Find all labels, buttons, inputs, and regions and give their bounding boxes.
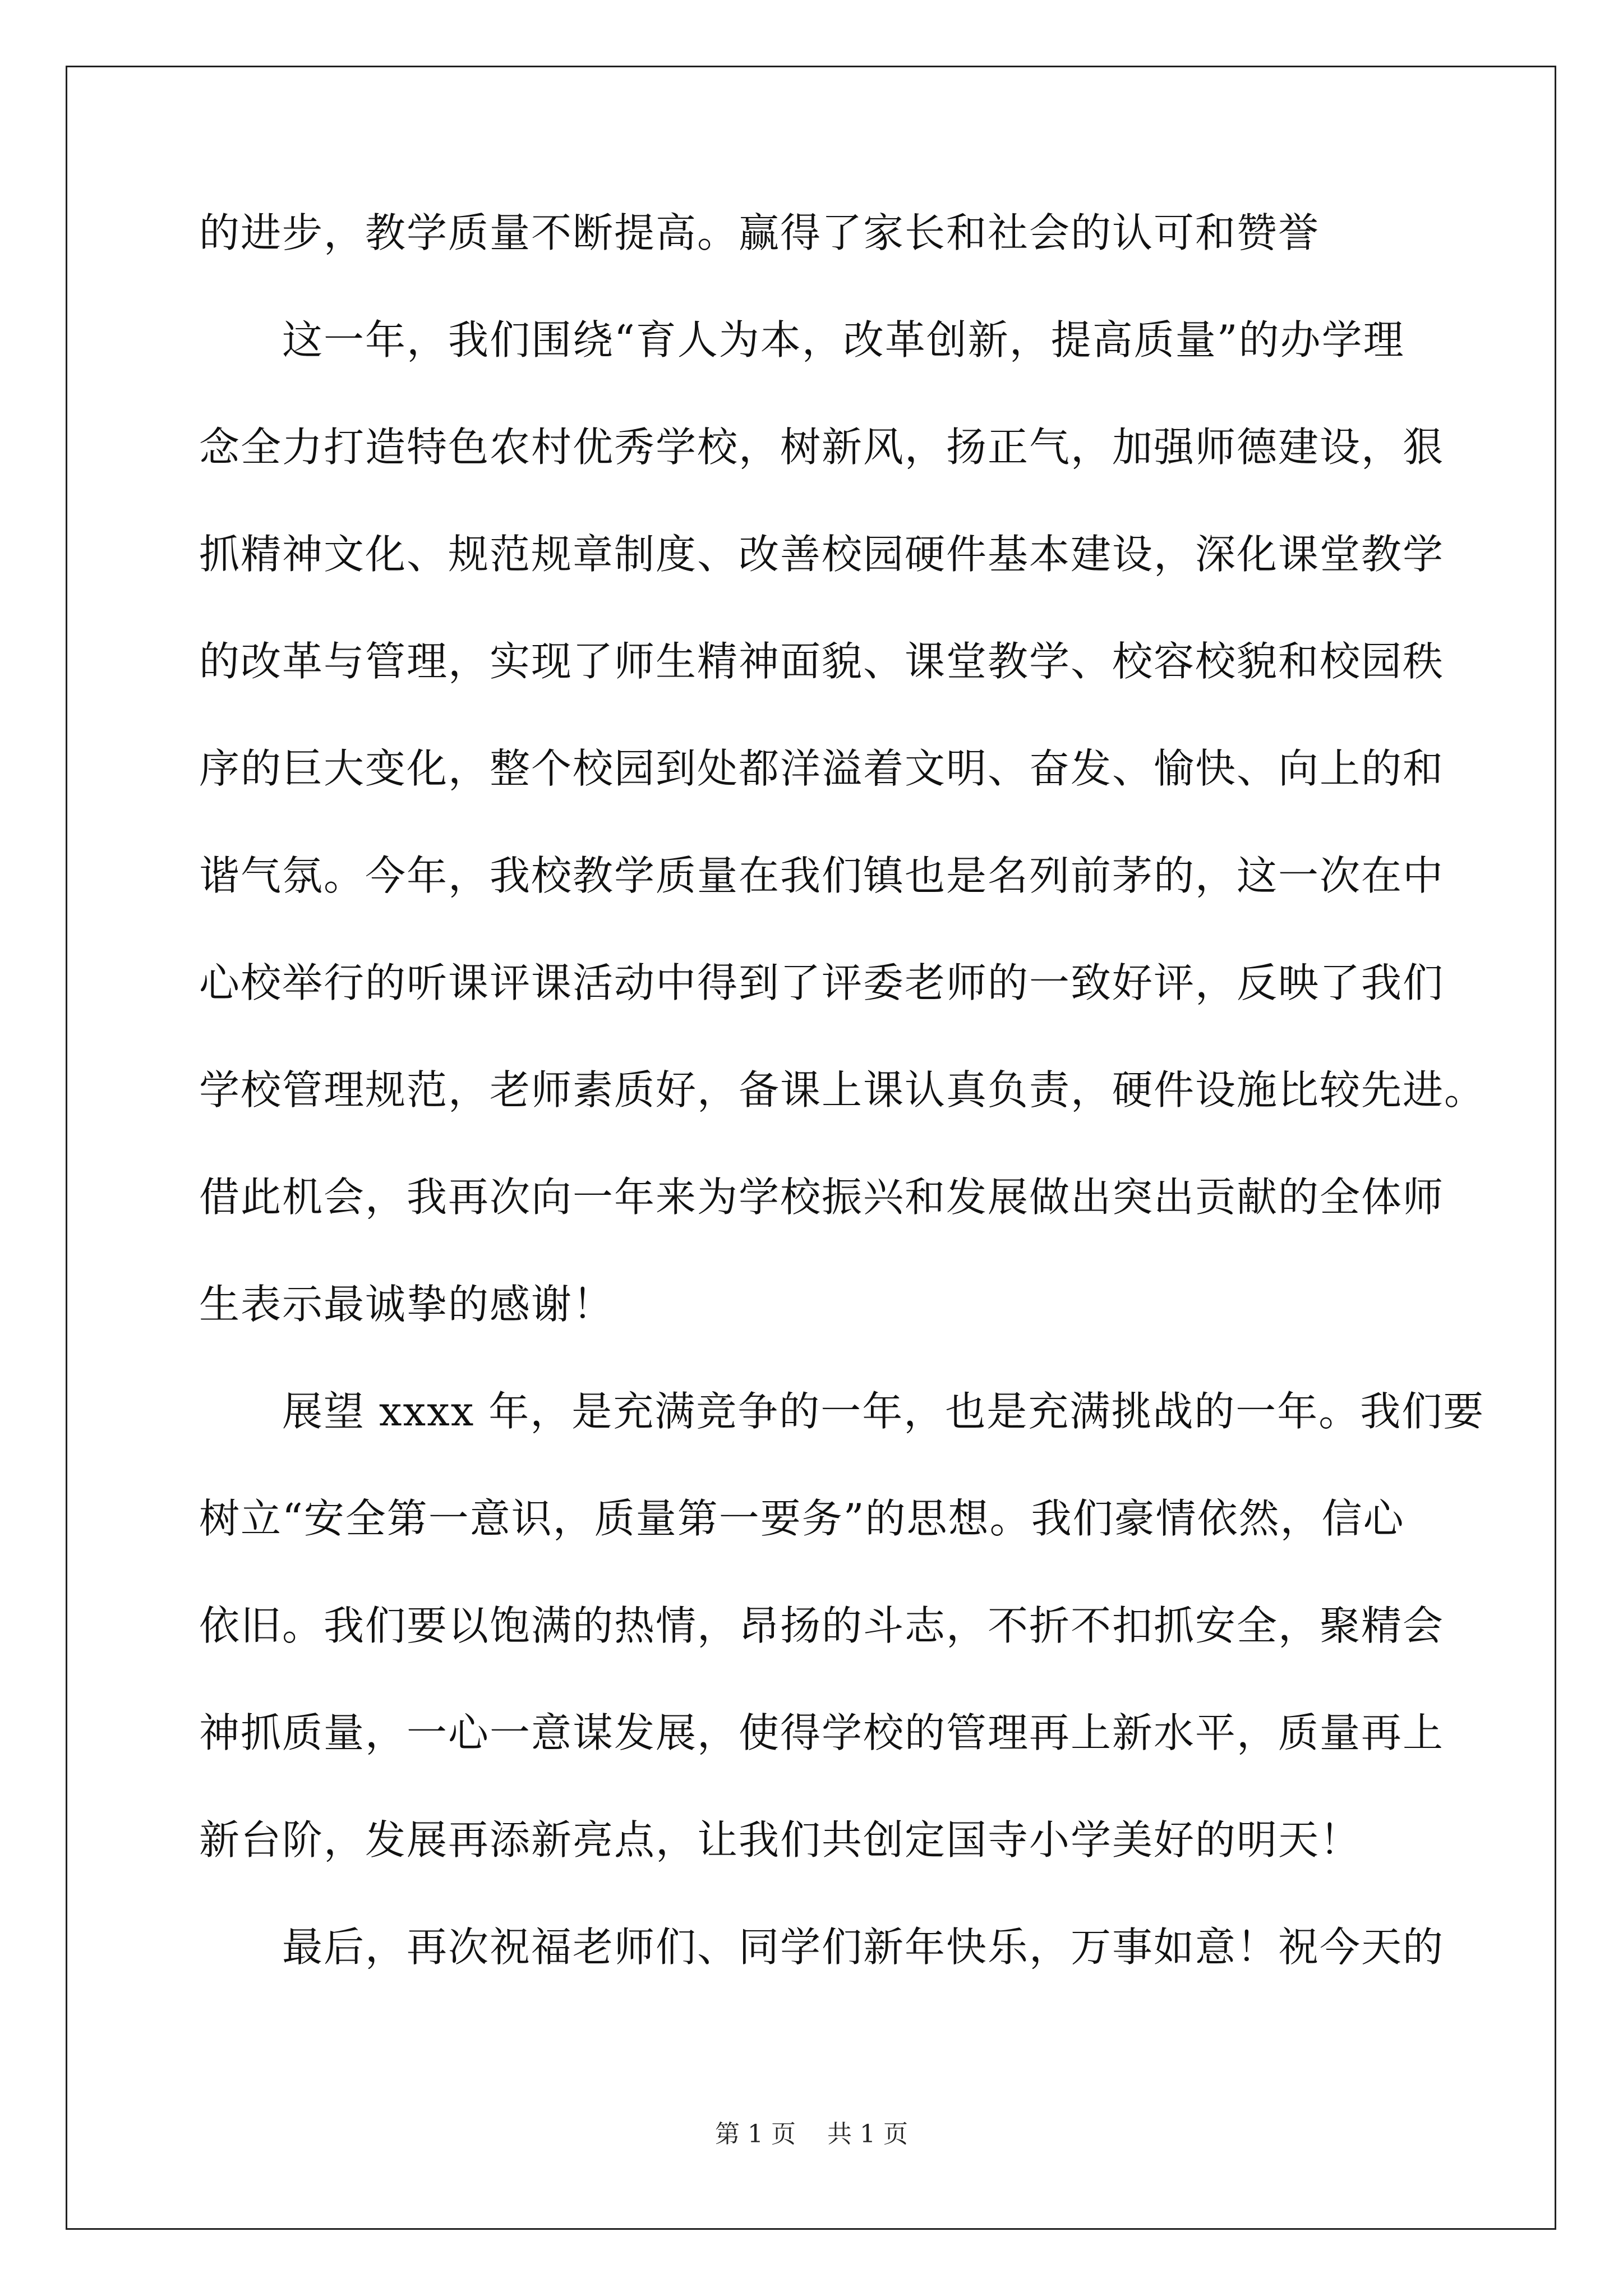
text-line: 展望 xxxx 年，是充满竞争的一年，也是充满挑战的一年。我们要 <box>282 1388 1485 1435</box>
document-body <box>199 205 1486 2026</box>
text-line: 序的巨大变化，整个校园到处都洋溢着文明、奋发、愉快、向上的和 <box>199 745 1445 792</box>
page-number-current: 第 1 页 <box>715 2120 796 2148</box>
text-line: 这一年，我们围绕“育人为本，改革创新，提高质量”的办学理 <box>282 316 1405 364</box>
text-line: 新台阶，发展再添新亮点，让我们共创定国寺小学美好的明天！ <box>199 1816 1362 1864</box>
text-line: 谐气氛。今年，我校教学质量在我们镇也是名列前茅的，这一次在中 <box>199 852 1445 899</box>
text-line: 借此机会，我再次向一年来为学校振兴和发展做出突出贡献的全体师 <box>199 1174 1445 1221</box>
text-line: 生表示最诚挚的感谢！ <box>199 1281 615 1328</box>
page-footer <box>0 2118 1623 2151</box>
text-line: 树立“安全第一意识，质量第一要务”的思想。我们豪情依然，信心 <box>199 1495 1405 1542</box>
text-line: 学校管理规范，老师素质好，备课上课认真负责，硬件设施比较先进。 <box>199 1066 1486 1114</box>
text-line: 的改革与管理，实现了师生精神面貌、课堂教学、校容校貌和校园秩 <box>199 638 1445 685</box>
text-line: 念全力打造特色农村优秀学校，树新风，扬正气，加强师德建设，狠 <box>199 424 1445 471</box>
page-number-total: 共 1 页 <box>827 2120 908 2148</box>
text-line: 最后，再次祝福老师们、同学们新年快乐，万事如意！祝今天的 <box>282 1924 1445 1971</box>
text-line: 心校举行的听课评课活动中得到了评委老师的一致好评，反映了我们 <box>199 959 1445 1006</box>
text-line: 神抓质量，一心一意谋发展，使得学校的管理再上新水平，质量再上 <box>199 1709 1445 1756</box>
text-line: 抓精神文化、规范规章制度、改善校园硬件基本建设，深化课堂教学 <box>199 531 1445 578</box>
text-line: 依旧。我们要以饱满的热情，昂扬的斗志，不折不扣抓安全，聚精会 <box>199 1602 1445 1649</box>
text-line: 的进步，教学质量不断提高。赢得了家长和社会的认可和赞誉 <box>199 209 1320 256</box>
